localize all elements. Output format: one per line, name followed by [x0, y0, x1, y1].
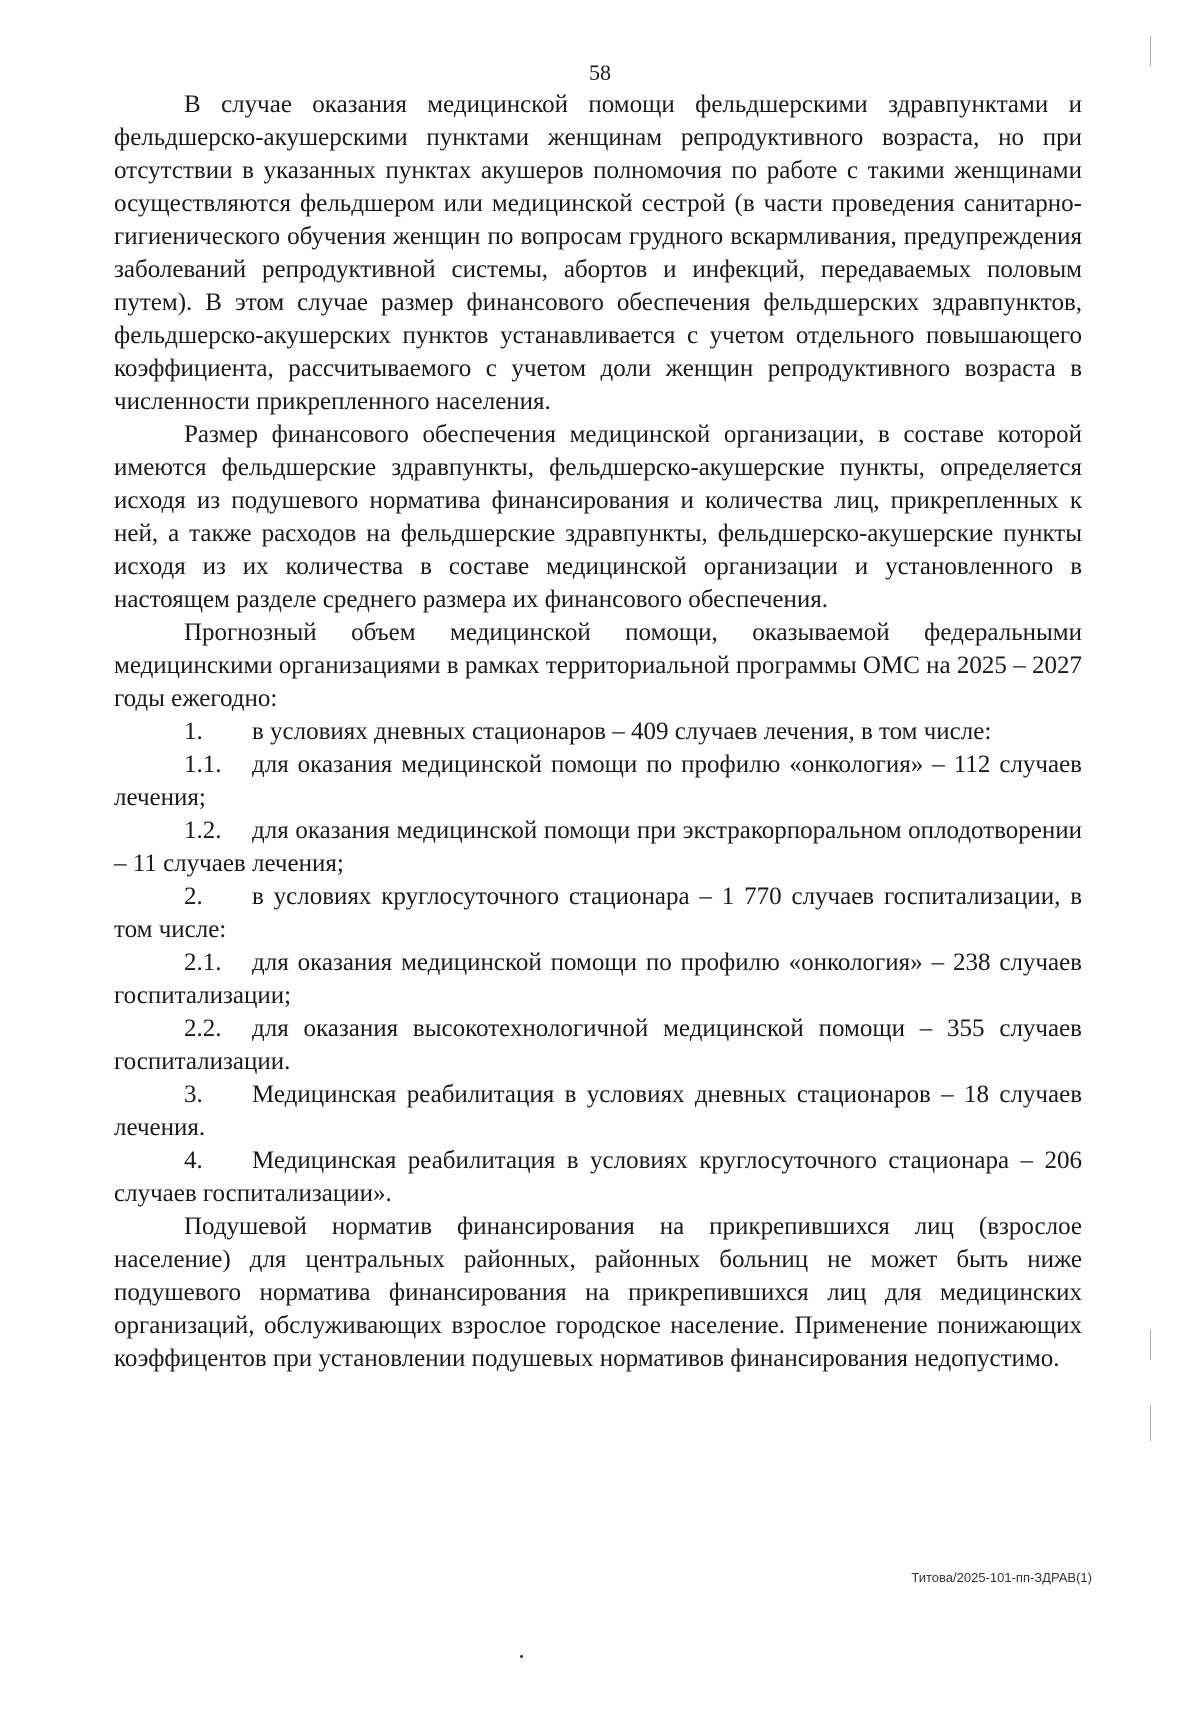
list-item: [114, 1078, 1082, 1144]
page-number: 58: [589, 60, 611, 85]
list-item: [114, 880, 1082, 946]
list-item-text: в условиях дневных стационаров – 409 случаев лечения, в том числе:: [252, 718, 992, 745]
paragraph-fap-women: В случае оказания медицинской помощи фельдшерскими здравпунктами и фельдшерско-акушерскими пунктами женщинам репродуктивного возраста, но при отсутствии в указанных пунктах акушеров полномочия по работе с такими женщинами осуществляются фельдшером или медицинской сестрой (в части проведения санитарно-гигиенического обучения женщин по вопросам грудного вскармливания, предупреждения заболеваний репродуктивной системы, абортов и инфекций, передаваемых половым путем). В этом случае размер финансового обеспечения фельдшерских здравпунктов, фельдшерско-акушерских пунктов устанавливается с учетом отдельного повышающего коэффициента, рассчитываемого с учетом доли женщин репродуктивного возраста в численности прикрепленного населения.: [114, 91, 1082, 415]
paragraph-per-capita-norm: Подушевой норматив финансирования на прикрепившихся лиц (взрослое население) для центральных районных, районных больниц не может быть ниже подушевого норматива финансирования на прикрепившихся лиц для медицинских организаций, обслуживающих взрослое городское население. Применение понижающих коэффицентов при установлении подушевых нормативов финансирования недопустимо.: [114, 1213, 1082, 1372]
scan-margin-mark: [1150, 1405, 1151, 1441]
list-item-number: 1.1.: [184, 751, 222, 778]
document-body: [114, 88, 1082, 1375]
list-item-number: 2.: [184, 883, 203, 910]
document-registration-code: Титова/2025-101-пп-ЗДРАВ(1): [911, 1570, 1092, 1585]
scan-margin-mark: [1150, 36, 1151, 66]
list-item-number: 2.1.: [184, 949, 222, 976]
list-item: [114, 1012, 1082, 1078]
list-item: [114, 748, 1082, 814]
list-item-number: 2.2.: [184, 1015, 222, 1042]
list-item: [114, 814, 1082, 880]
list-item-text: для оказания высокотехнологичной медицинской помощи – 355 случаев госпитализации.: [114, 1015, 1082, 1075]
list-item-text: для оказания медицинской помощи при экстракорпоральном оплодотворении – 11 случаев лечения;: [114, 817, 1082, 877]
list-item: [114, 1144, 1082, 1210]
list-item-text: для оказания медицинской помощи по профилю «онкология» – 112 случаев лечения;: [114, 751, 1082, 811]
list-item: [114, 715, 1082, 748]
list-item-text: Медицинская реабилитация в условиях дневных стационаров – 18 случаев лечения.: [114, 1081, 1082, 1141]
list-item: [114, 946, 1082, 1012]
list-item-number: 4.: [184, 1147, 203, 1174]
paragraph-forecast-volume: Прогнозный объем медицинской помощи, оказываемой федеральными медицинскими организациями в рамках территориальной программы ОМС на 2025 – 2027 годы ежегодно:: [114, 619, 1082, 712]
list-item-number: 1.: [184, 718, 203, 745]
paragraph-financing-size: Размер финансового обеспечения медицинской организации, в составе которой имеются фельдшерские здравпункты, фельдшерско-акушерские пункты, определяется исходя из подушевого норматива финансирования и количества лиц, прикрепленных к ней, а также расходов на фельдшерские здравпункты, фельдшерско-акушерские пункты исходя из их количества в составе медицинской организации и установленного в настоящем разделе среднего размера их финансового обеспечения.: [114, 421, 1082, 613]
volume-list: [114, 715, 1082, 1210]
list-item-number: 3.: [184, 1081, 203, 1108]
scan-margin-mark: [1150, 1330, 1151, 1360]
list-item-text: для оказания медицинской помощи по профилю «онкология» – 238 случаев госпитализации;: [114, 949, 1082, 1009]
scan-dot: [520, 1655, 523, 1658]
list-item-text: в условиях круглосуточного стационара – 1 770 случаев госпитализации, в том числе:: [114, 883, 1082, 943]
list-item-text: Медицинская реабилитация в условиях круглосуточного стационара – 206 случаев госпитализации».: [114, 1147, 1082, 1207]
list-item-number: 1.2.: [184, 817, 222, 844]
